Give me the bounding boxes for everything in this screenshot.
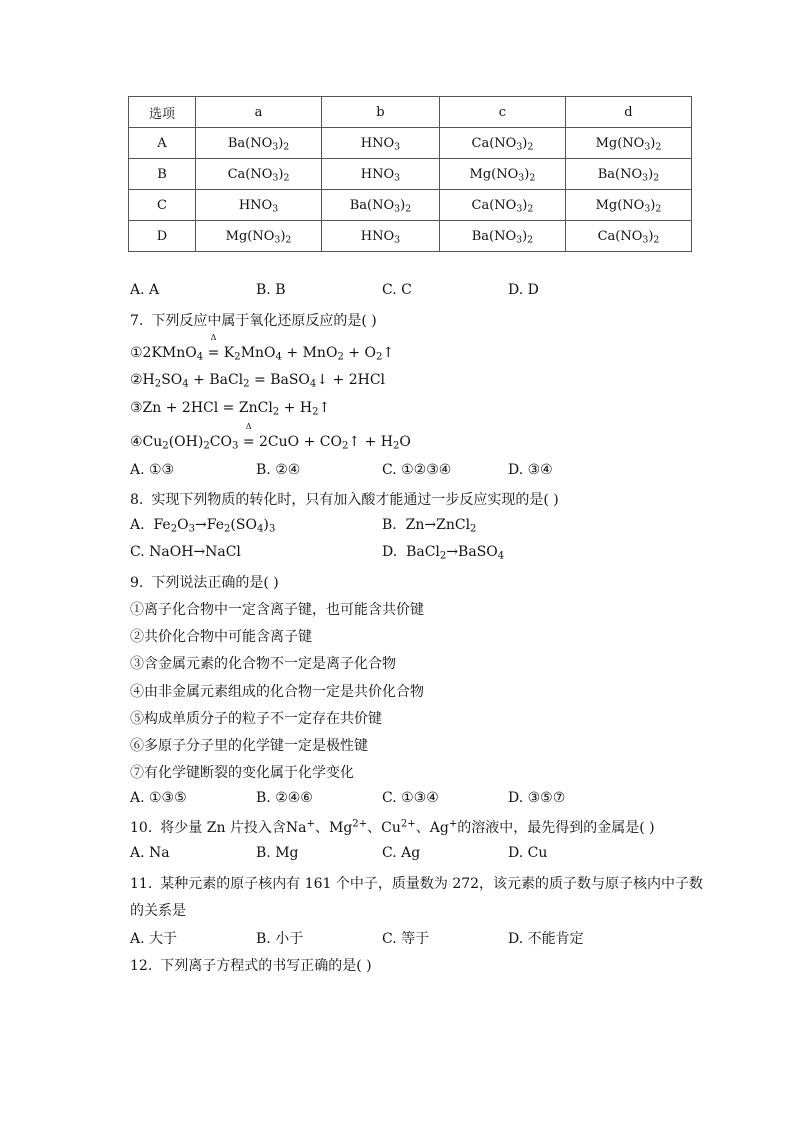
table-row [129,221,692,252]
q9-option-b: B. ②④⑥ [256,790,313,806]
table-cell: $HNO_3$ [322,128,440,159]
q7-item-3: ③Zn + 2HCl = ZnCl$_2$ + $H_2↑$ [130,400,331,418]
table-row-label: B [129,159,196,190]
q7-number: 7. [130,313,144,329]
table-cell: $Ca(NO_3)_2$ [565,221,691,252]
q9-option-c: C. ①③④ [382,790,439,806]
table-row-label: C [129,190,196,221]
q9-item-1: ①离子化合物中一定含离子键，也可能含共价键 [130,602,424,618]
q7-option-a: A. ①③ [130,462,175,478]
q9-number: 9. [130,575,144,591]
table-row-label: D [129,221,196,252]
table-header-row [129,97,692,128]
q9-option-d: D. ③⑤⑦ [508,790,566,806]
q9-stem-text: 下列说法正确的是( ) [151,575,279,591]
q8-option-d: D. BaCl$_2$→BaSO$_4$ [382,544,505,562]
q8-stem-text: 实现下列物质的转化时，只有加入酸才能通过一步反应实现的是( ) [151,492,559,508]
q10-option-a: A. Na [130,845,170,861]
q11-stem [130,873,703,893]
q12-stem-text: 下列离子方程式的书写正确的是( ) [160,958,372,974]
q9-item-3: ③含金属元素的化合物不一定是离子化合物 [130,656,396,672]
table-cell: $Ba(NO_3)_2$ [322,190,440,221]
q9-option-a: A. ①③⑤ [130,790,187,806]
q11-option-d: D. 不能肯定 [508,931,584,947]
table-header-cell: 选项 [129,97,196,128]
heat-condition-2: = Δ [242,422,255,450]
q7-stem [130,310,377,330]
q9-item-5: ⑤构成单质分子的粒子不一定存在共价键 [130,711,382,727]
q8-number: 8. [130,492,144,508]
q9-item-7: ⑦有化学键断裂的变化属于化学变化 [130,765,354,781]
q8-option-a: A. $Fe_2O_3\to Fe_2(SO_4)_3$ [130,517,276,535]
q10-stem-before: 将少量 Zn 片投入含 [160,820,286,836]
q7-item-1: ①2KMnO$_4$ = Δ $K_2MnO_4 + MnO_2$ + $O_2↑$ [130,333,395,363]
q10-stem-after: 的溶液中，最先得到的金属是( ) [457,820,655,836]
q12-number: 12. [130,958,153,974]
q6-option-c: C. C [382,282,412,298]
table-cell: $Ba(NO_3)_2$ [565,159,691,190]
q7-option-b: B. ②④ [256,462,301,478]
q12-stem [130,955,372,975]
table-cell: $Ca(NO_3)_2$ [439,128,565,159]
heat-condition-1: = Δ [207,333,220,361]
table-header-cell: d [565,97,691,128]
table-cell: $Mg(NO_3)_2$ [565,128,691,159]
q11-stem-line1: 某种元素的原子核内有 161 个中子，质量数为 272，该元素的质子数与原子核内中子数 [160,876,704,892]
q6-option-b: B. B [256,282,286,298]
table-cell: $Mg(NO_3)_2$ [565,190,691,221]
q8-option-b: B. Zn→ZnCl$_2$ [382,517,477,535]
q7-stem-text: 下列反应中属于氧化还原反应的是( ) [151,313,377,329]
table-header-cell: b [322,97,440,128]
table-row [129,128,692,159]
q8-stem [130,489,559,509]
table-cell: $Ba(NO_3)_2$ [196,128,322,159]
q6-option-a: A. A [130,282,160,298]
table-row-label: A [129,128,196,159]
table-row [129,190,692,221]
table-cell: $Mg(NO_3)_2$ [439,159,565,190]
q10-option-d: D. Cu [508,845,548,861]
q7-option-c: C. ①②③④ [382,462,452,478]
q9-stem [130,572,279,592]
q11-number: 11. [130,876,153,892]
table-row [129,159,692,190]
q10-option-c: C. Ag [382,845,421,861]
table-cell: $Ca(NO_3)_2$ [196,159,322,190]
table-cell: $Mg(NO_3)_2$ [196,221,322,252]
q7-item-4: $④Cu_2(OH)_2CO_3$ = Δ $2CuO + CO_2↑ + H_2O$ [130,422,411,452]
q11-option-b: B. 小于 [256,931,304,947]
table-cell: $HNO_3$ [322,159,440,190]
q10-stem: 10. 将少量 Zn 片投入含Na+、$Mg^{2+}$、$Cu^{2+}$、Ag+的溶液中，最先得到的金属是( ) [130,818,655,836]
table-cell: $Ba(NO_3)_2$ [439,221,565,252]
table-cell: $HNO_3$ [322,221,440,252]
table-header-cell: c [439,97,565,128]
table-cell: $Ca(NO_3)_2$ [439,190,565,221]
q8-option-c: C. NaOH→NaCl [130,544,241,560]
q10-option-b: B. Mg [256,845,299,861]
options-table [128,96,692,252]
table-header-cell: a [196,97,322,128]
q7-option-d: D. ③④ [508,462,553,478]
q9-item-2: ②共价化合物中可能含离子键 [130,629,312,645]
q6-option-d: D. D [508,282,539,298]
table-cell: $HNO_3$ [196,190,322,221]
q10-number: 10. [130,820,153,836]
q11-stem-line2: 的关系是 [130,903,186,919]
q11-option-a: A. 大于 [130,931,178,947]
q11-option-c: C. 等于 [382,931,430,947]
q7-item-2: $②H_2SO_4$ + BaCl$_2$ = BaSO$_4$↓ + 2HCl [130,372,386,390]
q9-item-4: ④由非金属元素组成的化合物一定是共价化合物 [130,684,424,700]
q9-item-6: ⑥多原子分子里的化学键一定是极性键 [130,738,368,754]
